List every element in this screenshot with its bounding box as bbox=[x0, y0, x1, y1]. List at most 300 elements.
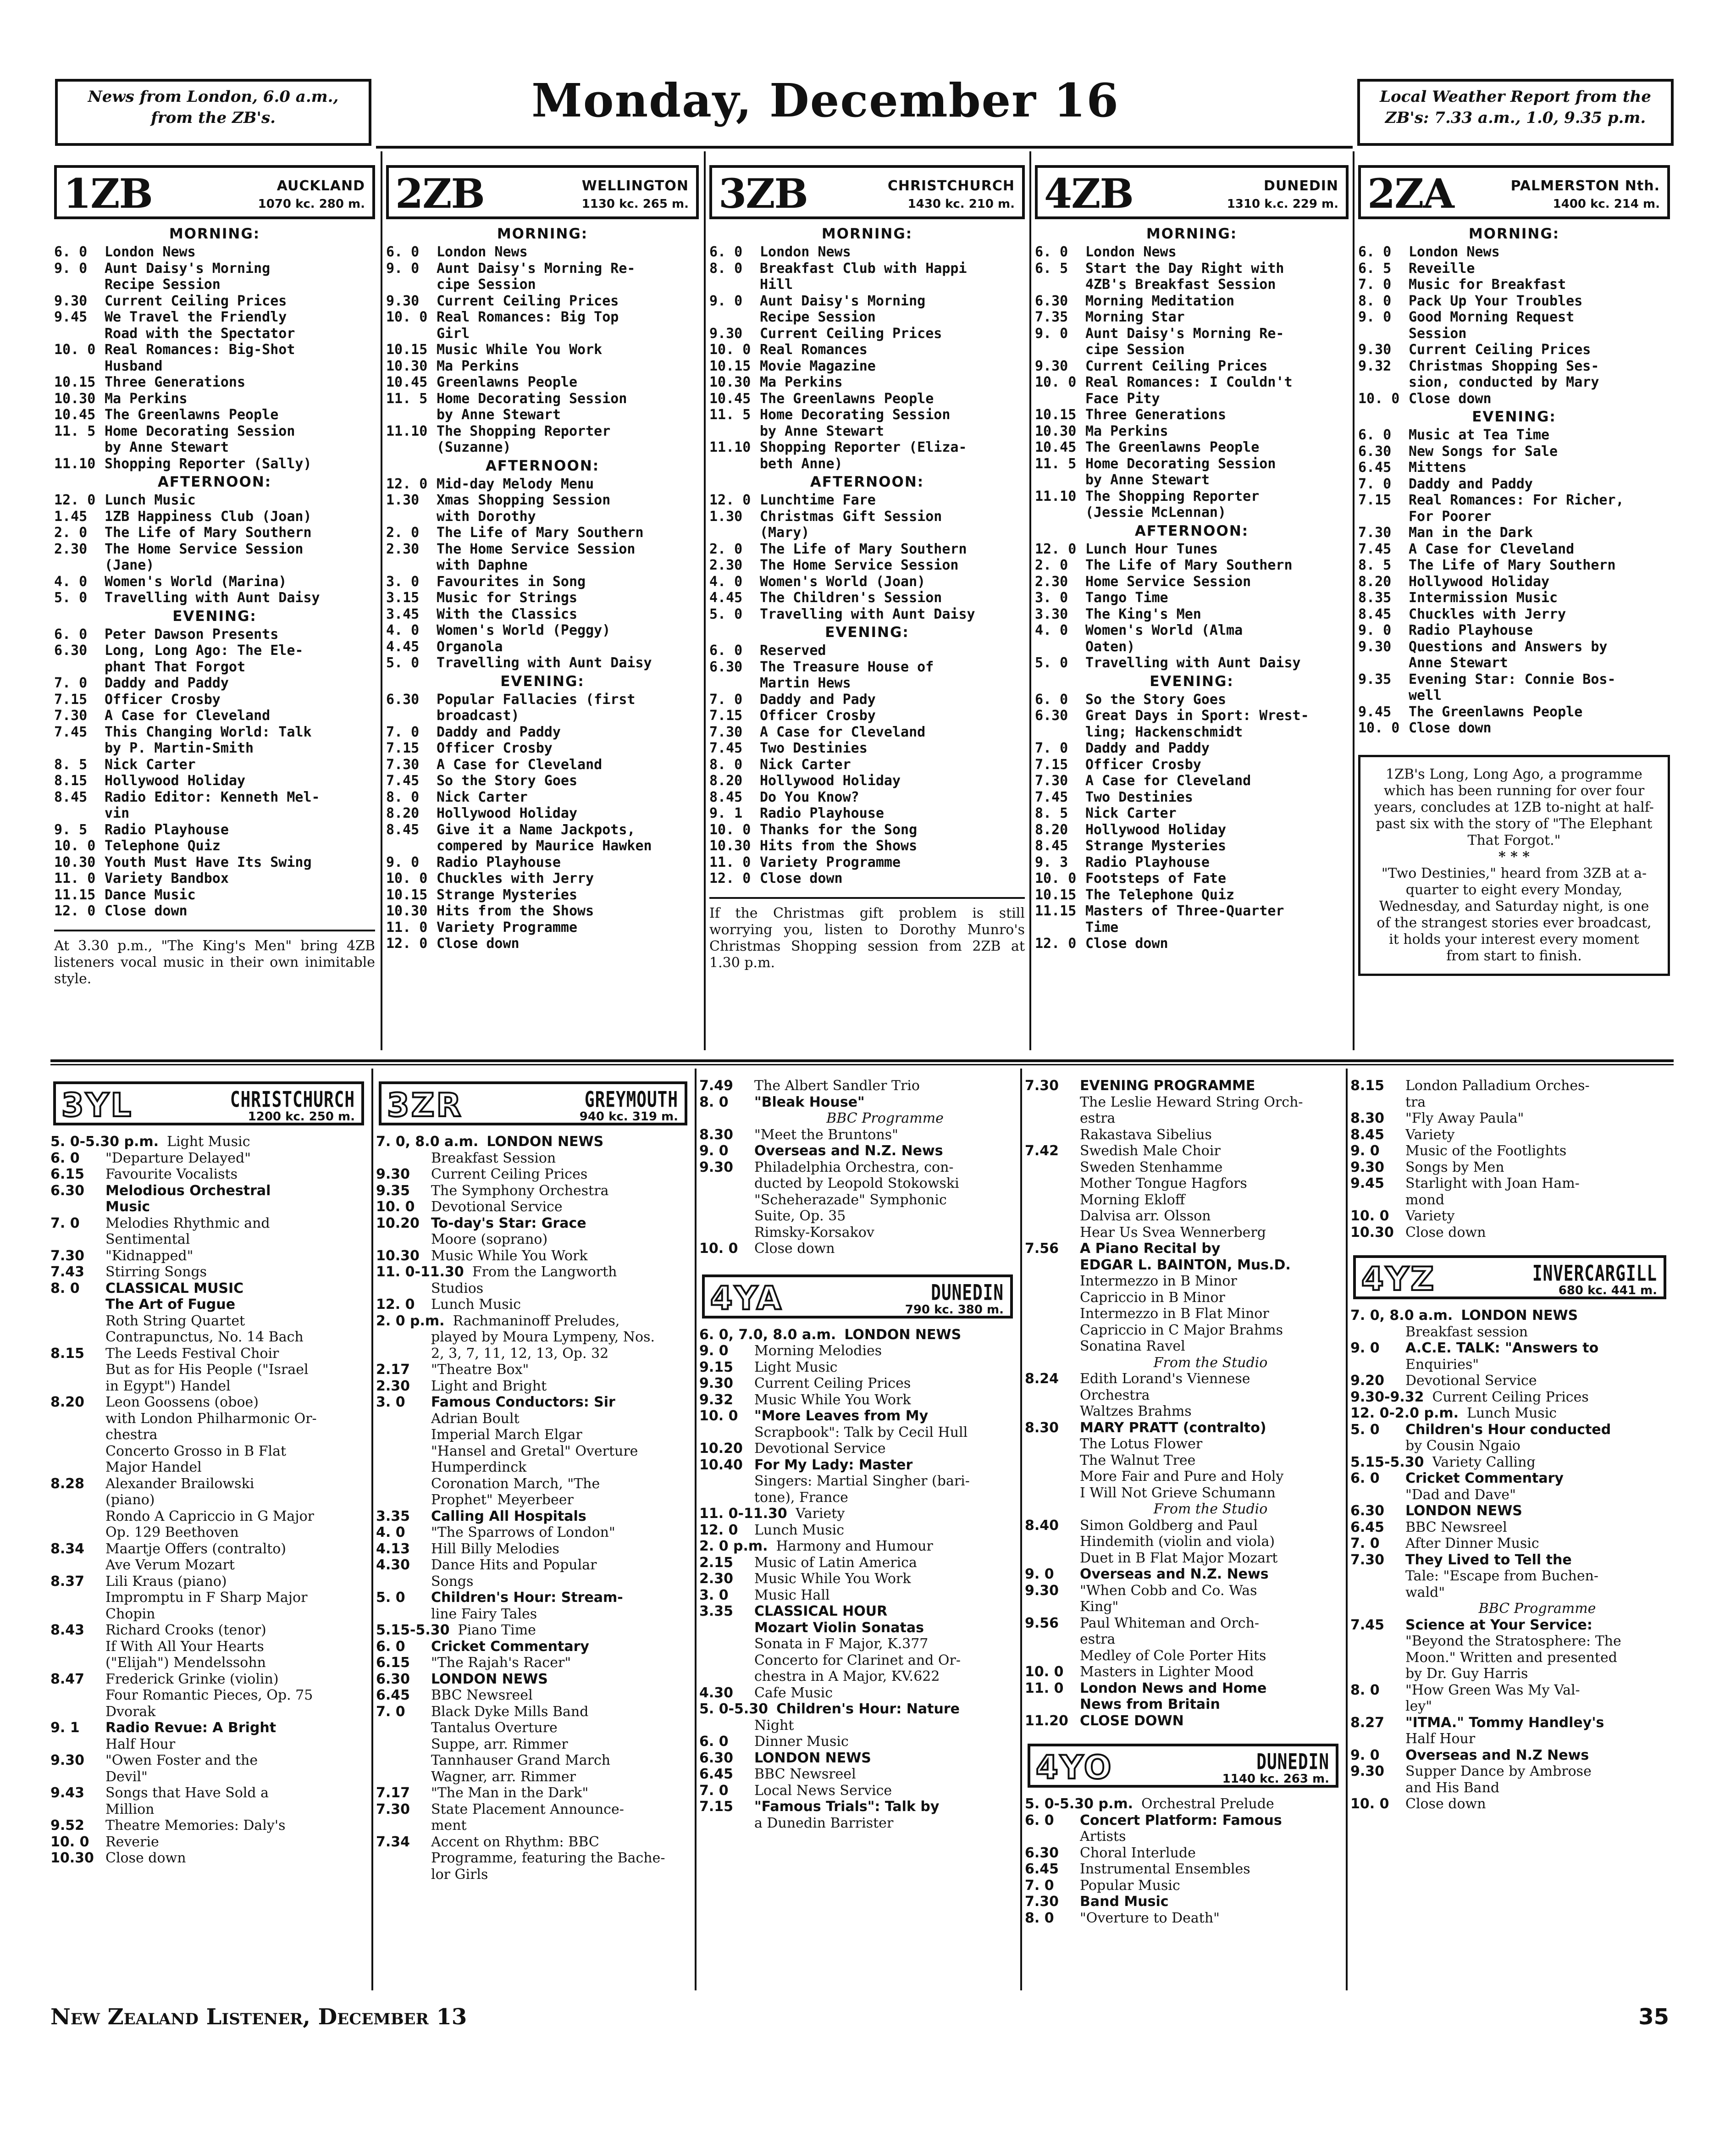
programme-time: 8.20 bbox=[1035, 821, 1068, 838]
programme-time: 9.45 bbox=[54, 309, 88, 325]
programme-time: 2.30 bbox=[699, 1571, 734, 1587]
programme-time: 10. 0 bbox=[709, 342, 751, 358]
programme-time: 4.30 bbox=[376, 1557, 410, 1573]
programme-time: 8. 0 bbox=[1025, 1910, 1054, 1926]
programme-time: 9.35 bbox=[1358, 671, 1392, 687]
programme-title: "Kidnapped" bbox=[105, 1247, 194, 1264]
programme-row bbox=[54, 358, 375, 375]
programme-time: 10. 0 bbox=[1025, 1664, 1064, 1680]
programme-title: "Fly Away Paula" bbox=[1405, 1110, 1524, 1126]
programme-title: A Case for Cleveland bbox=[437, 756, 603, 773]
programme-row bbox=[54, 374, 375, 391]
programme-time: 6.30 bbox=[709, 659, 743, 675]
programme-title: Christmas Gift Session bbox=[760, 508, 942, 525]
programme-title: "Hansel and Gretal" Overture bbox=[431, 1443, 638, 1459]
programme-title: Officer Crosby bbox=[105, 691, 221, 708]
programme-title: Half Hour bbox=[105, 1736, 176, 1752]
programme-time: 9. 0 bbox=[699, 1343, 729, 1359]
programme-row bbox=[1350, 1584, 1669, 1601]
programme-title: The King's Men bbox=[1085, 606, 1201, 622]
programme-time: 6. 0 bbox=[699, 1734, 729, 1750]
programme-row bbox=[699, 1143, 1016, 1159]
programme-row bbox=[699, 1408, 1016, 1424]
programme-title: Oaten) bbox=[1085, 638, 1135, 655]
programme-row bbox=[376, 1378, 690, 1395]
programme-time bbox=[376, 1769, 431, 1785]
programme-row bbox=[699, 1192, 1016, 1208]
programme-time bbox=[699, 1224, 754, 1241]
programme-row bbox=[1350, 1682, 1669, 1699]
programme-title: Home Decorating Session bbox=[105, 423, 295, 439]
programme-title: Face Pity bbox=[1085, 390, 1160, 407]
programme-time bbox=[50, 1378, 105, 1395]
programme-title: Harmony and Humour bbox=[776, 1538, 933, 1554]
programme-row bbox=[699, 1506, 1016, 1522]
programme-time: 3.45 bbox=[386, 606, 420, 622]
programme-time bbox=[1035, 391, 1085, 407]
programme-title: Road with the Spectator bbox=[105, 325, 295, 342]
programme-title: a Dunedin Barrister bbox=[754, 1815, 894, 1831]
programme-title: ling; Hackenschmidt bbox=[1085, 724, 1243, 740]
station-city: DUNEDIN bbox=[1256, 1750, 1329, 1775]
programme-title: We Travel the Friendly bbox=[105, 309, 287, 325]
programme-title: Four Romantic Pieces, Op. 75 bbox=[105, 1687, 313, 1703]
programme-title: Supper Dance by Ambrose bbox=[1405, 1763, 1592, 1779]
programme-row bbox=[709, 326, 1025, 342]
programme-row bbox=[1025, 1143, 1341, 1159]
programme-row bbox=[699, 1815, 1016, 1832]
programme-title: Evening Star: Connie Bos- bbox=[1409, 671, 1616, 687]
station-3yl bbox=[50, 1078, 367, 1867]
programme-row bbox=[376, 1785, 690, 1801]
programme-row bbox=[386, 590, 699, 606]
programme-title: Music While You Work bbox=[437, 342, 603, 358]
programme-title: sion, conducted by Mary bbox=[1409, 374, 1599, 390]
programme-time: 6. 0 bbox=[709, 244, 743, 260]
programme-title: Concerto for Clarinet and Or- bbox=[754, 1652, 961, 1668]
programme-row bbox=[54, 260, 375, 277]
programme-title: Impromptu in F Sharp Major bbox=[105, 1590, 308, 1606]
programme-title: Home Decorating Session bbox=[437, 390, 627, 407]
programme-time bbox=[376, 1867, 431, 1883]
programme-row bbox=[709, 541, 1025, 558]
programme-title: A.C.E. TALK: "Answers to bbox=[1405, 1340, 1599, 1356]
programme-title: If With All Your Hearts bbox=[105, 1638, 264, 1655]
programme-title: Thanks for the Song bbox=[760, 821, 918, 838]
programme-time: 4. 0 bbox=[709, 573, 743, 590]
programme-row bbox=[1350, 1159, 1669, 1176]
programme-time: 6.30 bbox=[1035, 293, 1068, 309]
programme-time bbox=[1035, 472, 1085, 488]
programme-time bbox=[1358, 655, 1409, 671]
programme-title: London News bbox=[760, 244, 851, 260]
programme-title: Overseas and N.Z News bbox=[1405, 1747, 1589, 1763]
programme-title: Lunch Music bbox=[754, 1522, 845, 1538]
station-frequency: 940 kc. 319 m. bbox=[579, 1110, 678, 1124]
programme-title: Real Romances: Big Top bbox=[437, 309, 619, 325]
programme-row bbox=[1035, 504, 1349, 521]
programme-title: tra bbox=[1405, 1094, 1426, 1110]
station-callsign: 4YO bbox=[1036, 1749, 1113, 1786]
programme-time: 8.20 bbox=[50, 1394, 85, 1410]
programme-time bbox=[1025, 1387, 1080, 1404]
programme-time: 7.45 bbox=[1350, 1617, 1385, 1633]
programme-row bbox=[1035, 789, 1349, 806]
programme-time: 9.30 bbox=[50, 1752, 85, 1768]
programme-time bbox=[1358, 509, 1409, 525]
programme-title: Chuckles with Jerry bbox=[1409, 606, 1566, 622]
programme-title: Orchestra bbox=[1080, 1387, 1150, 1403]
programme-row bbox=[1350, 1519, 1669, 1536]
programme-title: Hill bbox=[760, 277, 793, 293]
programme-title: Home Decorating Session bbox=[760, 407, 951, 423]
programme-time bbox=[376, 1459, 431, 1476]
programme-time: 12. 0 bbox=[376, 1296, 415, 1313]
programme-time bbox=[1025, 1452, 1080, 1469]
programme-title: Tannhauser Grand March bbox=[431, 1752, 611, 1768]
programme-row bbox=[699, 1652, 1016, 1669]
programme-row bbox=[50, 1280, 367, 1297]
programme-time bbox=[699, 1110, 754, 1127]
programme-time: 9.30 bbox=[1350, 1763, 1385, 1779]
section-heading: MORNING: bbox=[169, 226, 260, 242]
programme-row bbox=[1025, 1796, 1341, 1812]
programme-time bbox=[1350, 1094, 1405, 1111]
programme-time: 7. 0 bbox=[54, 675, 88, 691]
programme-row bbox=[699, 1587, 1016, 1604]
programme-time: 4. 0 bbox=[54, 573, 88, 590]
programme-time bbox=[376, 1443, 431, 1460]
programme-title: Aunt Daisy's Morning Re- bbox=[1085, 325, 1284, 342]
programme-row bbox=[1350, 1633, 1669, 1650]
programme-time bbox=[1350, 1568, 1405, 1584]
programme-row bbox=[50, 1248, 367, 1264]
programme-title: Morning Meditation bbox=[1085, 293, 1235, 309]
station-city: INVERCARGILL bbox=[1532, 1262, 1657, 1286]
programme-row bbox=[1025, 1878, 1341, 1894]
programme-row bbox=[50, 1215, 367, 1232]
station-header-box bbox=[702, 1274, 1013, 1319]
programme-time: 9. 0 bbox=[1350, 1143, 1380, 1159]
programme-row bbox=[54, 574, 375, 590]
programme-time: 7. 0 bbox=[699, 1782, 729, 1799]
programme-title: Reverie bbox=[105, 1834, 159, 1850]
programme-row bbox=[1025, 1322, 1341, 1339]
programme-row bbox=[1035, 472, 1349, 488]
programme-row bbox=[54, 789, 375, 806]
programme-time: 2. 0 bbox=[709, 541, 743, 557]
programme-time: 3.35 bbox=[376, 1508, 410, 1524]
programme-row bbox=[386, 391, 699, 407]
programme-row bbox=[709, 606, 1025, 623]
programme-time: 10. 0 bbox=[54, 342, 96, 358]
programme-time: 10.15 bbox=[1035, 407, 1077, 423]
programme-row bbox=[1025, 1127, 1341, 1143]
programme-row bbox=[699, 1555, 1016, 1571]
programme-time: 12. 0 bbox=[709, 870, 751, 886]
programme-title: Daddy and Paddy bbox=[1409, 476, 1533, 492]
programme-time bbox=[376, 1573, 431, 1590]
programme-time: 7.30 bbox=[1025, 1078, 1059, 1094]
programme-title: Devotional Service bbox=[1405, 1373, 1537, 1389]
col-divider bbox=[1029, 151, 1031, 1050]
programme-row bbox=[54, 309, 375, 326]
programme-row bbox=[376, 1736, 690, 1753]
programme-row bbox=[376, 1248, 690, 1264]
programme-row bbox=[1035, 887, 1349, 903]
programme-time: 9.43 bbox=[50, 1785, 85, 1801]
programme-title: Coronation March, "The bbox=[431, 1475, 600, 1492]
programme-row bbox=[709, 358, 1025, 375]
programme-title: Swedish Male Choir bbox=[1080, 1143, 1221, 1159]
programme-title: Tale: "Escape from Buchen- bbox=[1405, 1568, 1599, 1584]
programme-title: ducted by Leopold Stokowski bbox=[754, 1175, 959, 1191]
programme-time: 8.15 bbox=[50, 1345, 85, 1362]
programme-title: Recipe Session bbox=[760, 309, 876, 325]
programme-time: 11. 5 bbox=[386, 390, 428, 407]
programme-title: with Dorothy bbox=[437, 508, 536, 525]
station-callsign: 4YZ bbox=[1361, 1260, 1436, 1298]
programme-row bbox=[50, 1231, 367, 1248]
programme-row bbox=[50, 1394, 367, 1411]
programme-row bbox=[1350, 1666, 1669, 1682]
programme-time: 11. 0 bbox=[709, 854, 751, 870]
programme-row bbox=[386, 936, 699, 952]
programme-title: Peter Dawson Presents bbox=[105, 626, 279, 643]
programme-row bbox=[54, 244, 375, 260]
programme-time: 8.30 bbox=[1025, 1419, 1059, 1436]
programme-row bbox=[709, 407, 1025, 423]
programme-time bbox=[1350, 1666, 1405, 1682]
programme-time: 10. 0 bbox=[1350, 1208, 1389, 1224]
programme-row bbox=[709, 509, 1025, 525]
programme-title: Breakfast session bbox=[1405, 1324, 1528, 1340]
programme-title: A Case for Cleveland bbox=[105, 708, 271, 724]
programme-row bbox=[386, 622, 699, 639]
programme-time: 11. 0 bbox=[1025, 1680, 1064, 1696]
programme-row bbox=[1035, 822, 1349, 838]
programme-title: A Case for Cleveland bbox=[1409, 541, 1575, 557]
programme-title: Good Morning Request bbox=[1409, 309, 1575, 325]
programme-row bbox=[386, 277, 699, 293]
station-frequency: 680 kc. 441 m. bbox=[1558, 1284, 1657, 1297]
programme-row bbox=[386, 805, 699, 822]
feature-note: If the Christmas gift problem is still worrying you, listen to Dorothy Munro's Christmas Shopping session from 2ZB at 1.30 p.m. bbox=[709, 905, 1025, 971]
programme-time bbox=[699, 1815, 754, 1832]
programme-title: Local News Service bbox=[754, 1782, 892, 1799]
programme-time bbox=[699, 1424, 754, 1441]
programme-title: Imperial March Elgar bbox=[431, 1427, 582, 1443]
programme-title: (Suzanne) bbox=[437, 439, 511, 455]
programme-time: 7.45 bbox=[54, 724, 88, 740]
station-header-box bbox=[1035, 165, 1349, 219]
programme-time: 8. 0 bbox=[699, 1094, 729, 1110]
programme-row bbox=[1025, 1599, 1341, 1615]
programme-time bbox=[376, 1280, 431, 1297]
programme-row bbox=[1350, 1780, 1669, 1796]
programme-title: Strange Mysteries bbox=[1085, 838, 1227, 854]
programme-title: The Shopping Reporter bbox=[437, 423, 611, 439]
programme-row bbox=[1350, 1373, 1669, 1389]
programme-row bbox=[50, 1296, 367, 1313]
programme-row bbox=[1358, 639, 1670, 655]
programme-title: Radio Playhouse bbox=[1409, 622, 1533, 638]
programme-row bbox=[54, 805, 375, 822]
programme-time: 4.45 bbox=[386, 638, 420, 655]
programme-time: 7.35 bbox=[1035, 309, 1068, 325]
programme-row bbox=[376, 1346, 690, 1362]
programme-time: 6.45 bbox=[376, 1687, 410, 1703]
programme-time: 9.30 bbox=[386, 293, 420, 309]
programme-title: Adrian Boult bbox=[431, 1410, 520, 1427]
programme-title: The Albert Sandler Trio bbox=[754, 1078, 920, 1094]
programme-title: by P. Martin-Smith bbox=[105, 740, 254, 756]
programme-time: 7. 0, 8.0 a.m. bbox=[1350, 1307, 1453, 1324]
programme-time bbox=[1358, 687, 1409, 704]
programme-title: LONDON NEWS bbox=[1461, 1307, 1578, 1324]
programme-time bbox=[699, 1668, 754, 1685]
programme-time bbox=[376, 1150, 431, 1167]
programme-row bbox=[54, 659, 375, 676]
programme-row bbox=[50, 1785, 367, 1801]
programme-row bbox=[50, 1427, 367, 1443]
programme-time: 2. 0 bbox=[54, 525, 88, 541]
programme-title: LONDON NEWS bbox=[1405, 1503, 1522, 1519]
programme-title: "Theatre Box" bbox=[431, 1362, 529, 1378]
programme-time: 3. 0 bbox=[699, 1587, 729, 1603]
programme-row bbox=[386, 740, 699, 757]
programme-title: Morning Ekloff bbox=[1080, 1191, 1185, 1208]
programme-row bbox=[1035, 488, 1349, 505]
programme-time: 8. 5 bbox=[1035, 805, 1068, 821]
programme-row bbox=[1025, 1468, 1341, 1485]
programme-row bbox=[1358, 541, 1670, 558]
programme-time: 9.56 bbox=[1025, 1615, 1059, 1631]
programme-title: "Owen Foster and the bbox=[105, 1752, 258, 1768]
programme-title: The Life of Mary Southern bbox=[105, 525, 312, 541]
programme-time: 9.32 bbox=[1358, 358, 1392, 374]
programme-time bbox=[50, 1313, 105, 1330]
programme-row bbox=[50, 1134, 367, 1150]
programme-title: "More Leaves from My bbox=[754, 1408, 929, 1424]
section-heading: MORNING: bbox=[1468, 226, 1560, 242]
programme-time: 8.15 bbox=[1350, 1078, 1385, 1094]
programme-title: Strange Mysteries bbox=[437, 886, 578, 903]
programme-time bbox=[376, 1492, 431, 1508]
programme-row bbox=[1035, 606, 1349, 623]
programme-title: Current Ceiling Prices bbox=[1409, 342, 1591, 358]
programme-time bbox=[699, 1175, 754, 1192]
section-heading: AFTERNOON: bbox=[485, 457, 600, 474]
programme-title: Ma Perkins bbox=[760, 374, 843, 390]
programme-title: Close down bbox=[105, 1850, 186, 1866]
programme-time bbox=[376, 1720, 431, 1736]
programme-row bbox=[376, 1769, 690, 1785]
programme-row bbox=[54, 407, 375, 423]
programme-row bbox=[699, 1359, 1016, 1376]
programme-title: mond bbox=[1405, 1191, 1445, 1208]
programme-title: Current Ceiling Prices bbox=[437, 293, 619, 309]
programme-row bbox=[1035, 936, 1349, 952]
programme-time: 8.45 bbox=[1350, 1126, 1385, 1143]
programme-time: 8.20 bbox=[1358, 573, 1392, 590]
programme-time bbox=[699, 1636, 754, 1652]
programme-title: The Telephone Quiz bbox=[1085, 886, 1235, 903]
programme-title: Real Romances: Big-Shot bbox=[105, 342, 295, 358]
programme-row bbox=[699, 1327, 1016, 1343]
programme-time: 9.30 bbox=[699, 1375, 734, 1391]
programme-title: (piano) bbox=[105, 1492, 155, 1508]
programme-row bbox=[699, 1636, 1016, 1652]
programme-row bbox=[50, 1671, 367, 1688]
programme-title: estra bbox=[1080, 1631, 1116, 1647]
programme-title: Piano Time bbox=[458, 1622, 536, 1638]
programme-title: Variety Programme bbox=[760, 854, 901, 870]
programme-row bbox=[1025, 1845, 1341, 1861]
programme-row bbox=[1035, 374, 1349, 391]
programme-row bbox=[709, 643, 1025, 659]
programme-title: lor Girls bbox=[431, 1866, 488, 1883]
programme-title: Husband bbox=[105, 358, 163, 374]
programme-time: 6. 0 bbox=[1025, 1812, 1054, 1828]
programme-row bbox=[1358, 557, 1670, 574]
programme-title: with Daphne bbox=[437, 557, 528, 573]
programme-title: Children's Hour: Nature bbox=[776, 1701, 960, 1717]
programme-row bbox=[50, 1557, 367, 1573]
programme-time: 12. 0 bbox=[54, 903, 96, 919]
programme-row bbox=[1350, 1307, 1669, 1324]
programme-title: Wagner, arr. Rimmer bbox=[431, 1768, 576, 1785]
section-rule bbox=[50, 1064, 1674, 1065]
programme-row bbox=[54, 692, 375, 708]
programme-time bbox=[50, 1736, 105, 1753]
programme-title: Suppe, arr. Rimmer bbox=[431, 1736, 568, 1752]
programme-time: 10. 0 bbox=[1350, 1796, 1389, 1812]
programme-row bbox=[376, 1639, 690, 1655]
programme-time: 10.30 bbox=[386, 358, 428, 374]
programme-time: 8. 0 bbox=[1358, 293, 1392, 309]
programme-time bbox=[1350, 1192, 1405, 1208]
programme-title: The Leslie Heward String Orch- bbox=[1080, 1094, 1303, 1110]
programme-title: Current Ceiling Prices bbox=[760, 325, 942, 342]
programme-time: 2. 0 p.m. bbox=[699, 1538, 768, 1554]
programme-title: A Case for Cleveland bbox=[1085, 773, 1251, 789]
station-frequency: 1200 kc. 250 m. bbox=[248, 1110, 355, 1124]
programme-time: 9.30 bbox=[699, 1159, 734, 1175]
programme-row bbox=[50, 1801, 367, 1818]
programme-time bbox=[50, 1655, 105, 1671]
programme-row bbox=[709, 838, 1025, 854]
programme-row bbox=[386, 423, 699, 440]
programme-time bbox=[1025, 1257, 1080, 1274]
programme-time: 7.45 bbox=[1358, 541, 1392, 557]
programme-row bbox=[386, 525, 699, 541]
programme-row bbox=[1025, 1290, 1341, 1306]
programme-time: 5.15-5.30 bbox=[1350, 1454, 1424, 1470]
programme-title: Radio Revue: A Bright bbox=[105, 1720, 276, 1736]
programme-title: Duet in B Flat Major Mozart bbox=[1080, 1550, 1278, 1566]
programme-time: 9. 0 bbox=[1358, 622, 1392, 638]
programme-row bbox=[1358, 525, 1670, 541]
programme-row bbox=[699, 1783, 1016, 1799]
programme-title: Variety Bandbox bbox=[105, 870, 229, 886]
programme-row bbox=[54, 757, 375, 773]
programme-title: I Will Not Grieve Schumann bbox=[1080, 1485, 1276, 1501]
programme-title: The Greenlawns People bbox=[105, 407, 279, 423]
programme-title: The Treasure House of bbox=[760, 659, 934, 675]
section-rule bbox=[50, 1059, 1674, 1062]
programme-row bbox=[376, 1671, 690, 1688]
